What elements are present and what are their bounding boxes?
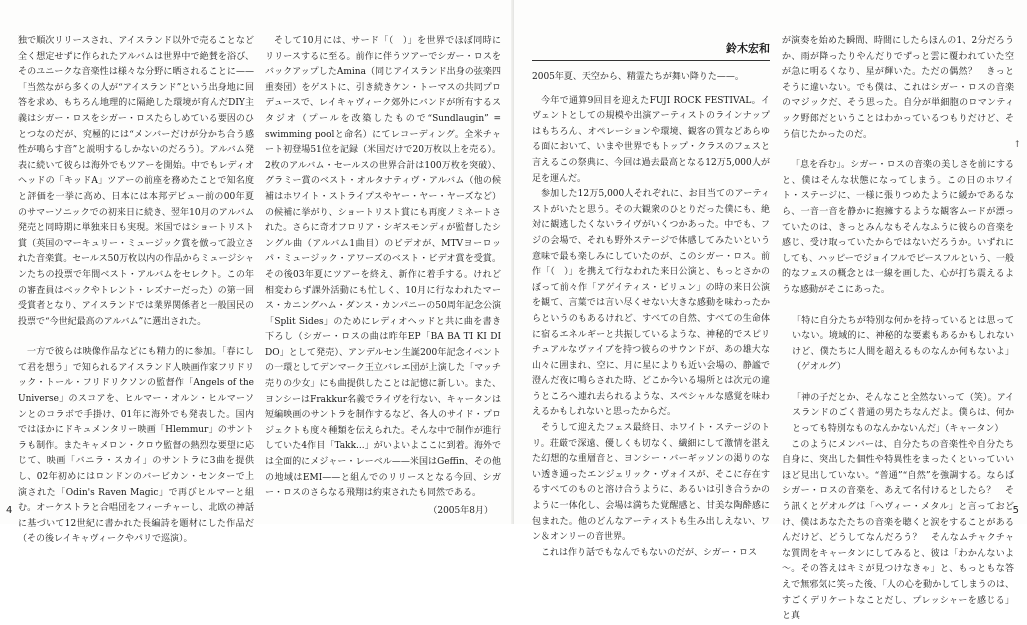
right-page — [514, 0, 1027, 622]
quote-kjartan: 「神の子だとか、そんなこと全然ないって（笑）。アイスランドのごく普通の男たちなんだよ。僕らは、何かとっても特別なものなんかないんだ」（キャータン） — [792, 392, 1014, 435]
quote-georg: 「特に自分たちが特別な何かを持っているとは思っていない。境域的に、神秘的な要素もあるかもしれないけど、僕たちに人間を超えるものなんか何もないよ」（ゲオルグ） — [792, 315, 1014, 373]
margin-mark: ↑ — [1013, 140, 1021, 150]
right-column-2 — [782, 34, 1014, 625]
lead-line: 2005年夏、天空から、精霊たちが舞い降りた——。 — [532, 72, 744, 82]
left-column-2 — [265, 34, 501, 519]
paragraph: 参加した12万5,000人それぞれに、お目当てのアーティストがいたと思う。その大観衆のひとりだった僕にも、絶対に観逃したくないライヴがいくつかあった。中でも、フジの会場で、それも野外ステージで体感してみたいという意味で最も楽しみにしていたのが、このシガー・ロス。前作「（ ）」を携えて行なわれた来日公演と、もっとさかのぼって前々作「アゲイティス・ビリュン」の時の来日公演を観て、言葉では言い尽くせない大きな感動を味わったからというのもあるけれど、すべての自然、すべての生命体に宿るエネルギーと共振しているような、神秘的でスピリチュアルなヴァイブを持つ彼らのサウンドが、あの雄大な山々に囲まれ、空に、月に星によりも近い会場の、静謐で澄んだ夜に鳴らされた時、どこか今いる場所とは次元の違うところへ連れ去られるような、スペシャルな感覚を味わえるかもしれないと思ったからだ。 — [532, 189, 770, 418]
paragraph: このようにメンバーは、自分たちの音楽性や自分たち自身に、突出した個性や特異性をまったくといっていいほど見出していない。“普通”“自然”を強調する。ならばシガー・ロスの音楽を、あえて名付けるとしたら？ そう訊くとゲオルグは「ヘヴィー・メタル」と言っておどけ、僕はあなたたちの音楽を聴くと涙をすることがあるんだけど、どうしてなんだろう？ そんなムチャクチャな質問をキャータンにしてみると、彼は「わかんないよ～。その答えはキミが見つけなきゃ」と、もっともな答えで無邪気に笑った後、「人の心を動かしてしまうのは、すごくデリケートなことだし、プレッシャーを感じる」と真 — [782, 439, 1014, 622]
paragraph: そして10月には、サード「（ ）」を世界でほぼ同時にリリースするに至る。前作に伴うツアーでシガー・ロスをバックアップしたAmina（同じアイスランド出身の弦楽四重奏団）をゲストに、引き続きケン・トーマスの共同プロデュースで、レイキャヴィーク郊外にバンドが所有するスタジオ（プールを改築したもので“Sundlaugin” = swimming poolと命名）にてレコーディング。全米チャート初登場51位を記録（米国だけで20万枚以上を売る）。2枚のアルバム・セールスの世界合計は100万枚を突破）、グラミー賞のベスト・オルタナティヴ・アルバム（他の候補はホワイト・ストライプスやヤー・ヤー・ヤーズなど）の候補に挙がり、ショートリスト賞にも再度ノミネートされた。さらに奇才フロリア・シギスモンディが監督したシングル曲（アルバム1曲目）のビデオが、MTVヨーロッパ・ミュージック・アワーズのベスト・ビデオ賞を受賞。その後03年夏にツアーを終え、新作に着手する。けれど相変わらず課外活動にも忙しく、10月に行なわれたマース・カニングハム・ダンス・カンパニーの50周年記念公演「Split Sides」のためにレディオヘッドと共に曲を書き下ろし（シガー・ロスの曲は昨年EP「BA BA TI KI DI DO」として発売）、アンデルセン生誕200年記念イベントの一環としてデンマーク王立バレエ団が上演した「マッチ売りの少女」にも曲提供したことは記憶に新しい。また、ヨンシーはFrakkur名義でライヴを行ない、キャータンは短編映画のサントラを制作するなど、各人のサイド・プロジェクトも度々種類を伝えられた。そんな中で制作が進行していた4作目「Takk...」がいよいよここに到着。海外では全面的にメジャー・レーベル——米国はGeffin、その他の地域はEMI——と組んでのリリースとなる今回、シガー・ロスのさらなる飛翔は約束されたも同然である。 — [265, 36, 501, 499]
page-number-left: 4 — [6, 505, 13, 516]
author-byline: 鈴木宏和 — [726, 42, 770, 55]
paragraph: 今年で通算9回目を迎えたFUJI ROCK FESTIVAL。イヴェントとしての規模や出演アーティストのラインナップはもちろん、オペレーションや環境、観客の質などあらゆる面において、いまや世界でもトップ・クラスのフェスと言えるこの祭典に、今回は過去最高となる12万5,000人が足を運んだ。 — [532, 95, 770, 184]
paragraph: これは作り話でもなんでもないのだが、シガー・ロス — [541, 547, 758, 558]
paragraph: が演奏を始めた瞬間、時間にしたらほんの1、2分だろうか、雨が降ったりやんだりでずっと雲に覆われていた空が急に明るくなり、星が輝いた。ただの偶然？ きっとそうに違いない。でも僕は、これはシガー・ロスの音楽のマジックだ、そう思った。自分が単細胞のロマンティック野郎だということはわかっているつもりだけど、そう信じたかったのだ。 — [782, 36, 1014, 140]
paragraph: 「息を呑む」。シガー・ロスの音楽の美しさを前にすると、僕はそんな状態になってしまう。この日のホワイト・ステージに、一様に張りつめたように緩かであるなら、一音一音を静かに抱擁するような観客ムードが漂っていたのは、きっとみんなもそんなふうに彼らの音楽を感じ、受け取っていたからではないだろうか。いずれにしても、ハッピーでジョイフルでピースフルという、一般的なフェスの概念とは一線を画した、心が打ち震えるような感動がそこにあった。 — [782, 160, 1014, 295]
byline-rule — [532, 60, 770, 61]
left-page — [0, 0, 514, 545]
paragraph: 一方で彼らは映像作品などにも精力的に参加。「春にして君を想う」で知られるアイスランド人映画作家フリドリック・トール・フリドリクソンの監督作「Angels of the Universe」のスコアを、ヒルマー・オルン・ヒルマーソンとのコラボで手掛け、01年に海外でも発表した。国内ではほかにドキュメンタリー映画「Hlemmur」のサントラも制作。またキャメロン・クロウ監督の熱烈な要望に応じて、映画「バニラ・スカイ」のサントラに3曲を提供し、02年初めにはロンドンのバービカン・センターで上演された「Odin's Raven Magic」で再びヒルマーと組む。オーケストラと合唱団をフィーチャーし、北欧の神話に基づいて12世紀に書かれた長編詩を題材にした作品だ（その後レイキャヴィークやパリで巡演）。 — [18, 347, 254, 545]
paragraph: そうして迎えたフェス最終日、ホワイト・ステージのトリ。荘厳で深遠、優しくも切なく、繊細にして激情を湛えた幻想的な重層音と、ヨンシー・バーギッソンの渇りのない透き通ったエンジェリック・ヴォイスが、そこに存在するすべてのものと溶け合うように、あるいは引き合うかのように一体化し、会場は満ちた覚醒感と、甘美な陶酔感に包まれた。他のどんなアーティストも生み出しえない、ワン＆オンリーの音世界。 — [532, 423, 770, 543]
paragraph: 独で順次リリースされ、アイスランド以外で売ることなど全く想定せずに作られたアルバムは世界中で絶賛を浴び、そのユニークな音楽性は様々な分野に晒されることに——「当然ながら多くの人が“アイスランド”という出身地に回答を求め、もちろん地理的に隔絶した環境が育んだDIY主義はシガー・ロスをシガー・ロスたらしめている要因のひとつなのだが、究極的には“メンバーだけが分かち合う感性が鳴らす音”と説明するしかないのだろう）。アルバム発表に続いて彼らは海外でもツアーを開始。中でもレディオヘッドの「キッドA」ツアーの前座を務めたことで知名度と評価を一挙に高め、日本には本邦デビュー前の00年夏のサマーソニックでの初来日に続き、翌年10月のアルバム発売と同時期に単独来日も実現。米国ではショートリスト賞（英国のマーキュリー・ミュージック賞を倣って設立された音楽賞。セールス50万枚以内の作品からミュージシャンたちの投票で年間ベスト・アルバムをセレクト。この年の審査員はベックやトレント・レズナーだった）の第一回受賞者となり、アイスランドでは業界関係者と一般国民の投票で“今世紀最高のアルバム”に選出された。 — [18, 36, 254, 327]
page-number-right: 5 — [1012, 505, 1019, 516]
byline-block — [532, 40, 770, 61]
article-date: （2005年8月） — [428, 505, 493, 516]
left-column-1 — [18, 34, 254, 548]
right-column-1 — [532, 70, 770, 561]
